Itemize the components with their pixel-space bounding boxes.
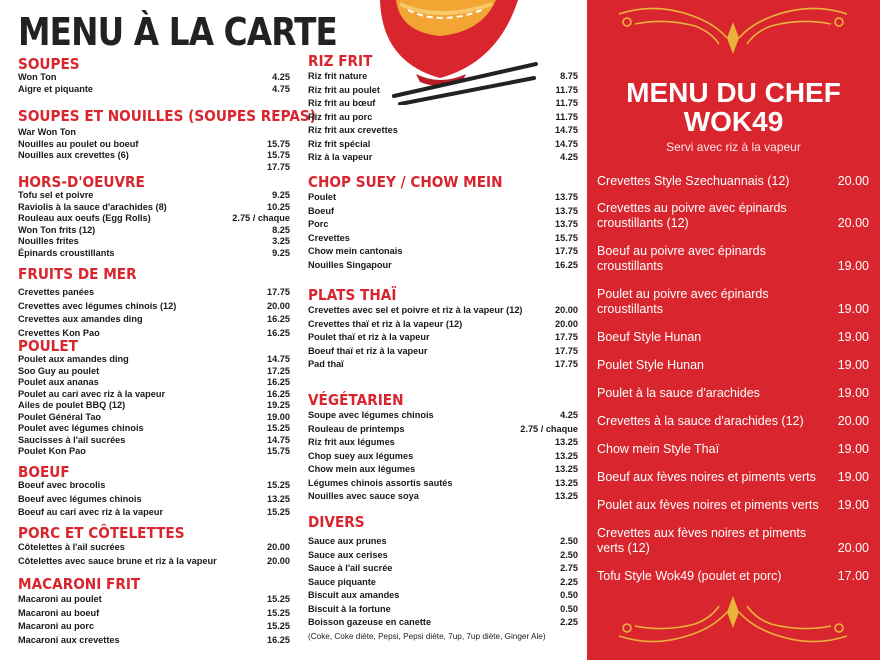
item-name: Riz frit aux crevettes [308, 125, 398, 135]
menu-item [308, 151, 578, 165]
item-price: 20.00 [267, 542, 290, 552]
item-price: 2.75 / chaque [232, 213, 290, 223]
menu-item [308, 218, 578, 232]
item-name: Poulet Général Tao [18, 411, 102, 422]
menu-item [18, 555, 290, 569]
item-price: 15.25 [267, 621, 290, 631]
chef-item-name: Chow mein Style Thaï [597, 442, 720, 456]
menu-item [308, 409, 578, 423]
item-name: Riz frit aux légumes [308, 437, 395, 447]
item-name: Tofu sel et poivre [18, 190, 94, 200]
item-name: Macaroni au porc [18, 621, 95, 631]
item-name: Macaroni au poulet [18, 594, 102, 604]
item-name: Riz frit nature [308, 71, 368, 81]
chef-menu-item [597, 470, 869, 485]
item-price: 9.25 [272, 247, 290, 258]
item-price: 17.75 [555, 345, 578, 356]
item-price: 4.25 [272, 72, 290, 82]
chef-items [597, 174, 869, 584]
item-name: Chow mein aux légumes [308, 464, 416, 474]
menu-item [308, 477, 578, 491]
item-name: Macaroni au boeuf [18, 607, 100, 618]
menu-item [308, 358, 578, 372]
chef-item-name: Crevettes Style Szechuannais (12) [597, 174, 790, 188]
menu-item [18, 493, 290, 507]
section-title-soupes: SOUPES [18, 55, 80, 73]
item-price: 13.75 [555, 205, 578, 216]
item-name: Épinards croustillants [18, 247, 115, 258]
item-price: 2.50 [560, 549, 578, 560]
menu-item [308, 304, 578, 318]
item-name: Poulet aux amandes ding [18, 354, 129, 364]
section-title-riz-frit: RIZ FRIT [308, 52, 373, 70]
section-title-chop-suey: CHOP SUEY / CHOW MEIN [308, 173, 503, 191]
item-name: Riz à la vapeur [308, 152, 373, 162]
item-price: 11.75 [555, 84, 578, 95]
item-name: Nouilles frites [18, 236, 79, 246]
item-name: Won Ton frits (12) [18, 224, 96, 235]
menu-item [308, 205, 578, 219]
section-title-soupes-nouilles: SOUPES ET NOUILLES (SOUPES REPAS) [18, 107, 316, 125]
item-price: 15.75 [267, 150, 290, 160]
menu-item [308, 70, 578, 84]
chef-title-line1: MENU DU CHEF [626, 77, 841, 108]
item-name: Crevettes avec légumes chinois (12) [18, 300, 177, 311]
menu-item [18, 541, 290, 555]
item-name: Crevettes avec sel et poivre et riz à la vapeur (12) [308, 305, 523, 315]
item-price: 16.25 [267, 377, 290, 387]
item-price: 20.00 [555, 318, 578, 329]
chef-menu-panel [587, 0, 880, 660]
item-price: 13.75 [555, 219, 578, 229]
section-items-macaroni [18, 593, 290, 647]
chef-item-name: Poulet à la sauce d'arachides [597, 386, 760, 400]
menu-item [18, 607, 290, 621]
item-price: 13.25 [267, 493, 290, 504]
menu-item [18, 506, 290, 520]
chef-item-name: Poulet Style Hunan [597, 358, 705, 372]
item-name: Sauce aux cerises [308, 549, 388, 560]
menu-item [18, 423, 290, 435]
chef-menu-item [597, 414, 869, 429]
menu-item [18, 313, 290, 327]
menu-item [308, 616, 578, 630]
menu-item [18, 127, 290, 139]
item-price: 17.25 [267, 365, 290, 376]
item-name: Macaroni aux crevettes [18, 634, 120, 645]
item-price: 13.25 [555, 477, 578, 488]
chef-menu-item [597, 569, 869, 584]
item-name: Riz frit au porc [308, 111, 373, 122]
section-items-chop-suey [308, 191, 578, 272]
item-price: 2.50 [560, 536, 578, 546]
item-name: Sauce aux prunes [308, 536, 387, 546]
item-name: Poulet [308, 192, 337, 202]
item-price: 13.25 [555, 464, 578, 474]
item-price: 15.25 [267, 607, 290, 618]
menu-item [18, 479, 290, 493]
menu-item [18, 412, 290, 424]
menu-item [308, 111, 578, 125]
item-price: 8.75 [560, 71, 578, 81]
menu-item [18, 634, 290, 648]
menu-item [308, 138, 578, 152]
item-price: 10.25 [267, 201, 290, 212]
item-price: 2.75 [560, 563, 578, 573]
item-name: Sauce piquante [308, 576, 376, 587]
section-items-soupes [18, 72, 290, 95]
chef-item-price: 19.00 [837, 386, 869, 400]
chef-item-price: 20.00 [837, 216, 869, 230]
menu-item [308, 436, 578, 450]
section-title-porc: PORC ET CÔTELETTES [18, 524, 185, 542]
item-name: Boeuf thaï et riz à la vapeur [308, 345, 428, 356]
item-price: 20.00 [267, 555, 290, 566]
section-items-soupes-nouilles [18, 127, 290, 173]
item-name: Soupe avec légumes chinois [308, 410, 434, 420]
item-name: Biscuit aux amandes [308, 590, 400, 600]
menu-item [18, 400, 290, 412]
menu-item [18, 162, 290, 174]
chef-item-price: 19.00 [837, 302, 869, 316]
menu-item [308, 562, 578, 576]
item-name: Nouilles aux crevettes (6) [18, 150, 129, 160]
item-name: Boeuf avec légumes chinois [18, 493, 142, 504]
item-price: 15.75 [555, 232, 578, 243]
section-items-porc [18, 541, 290, 568]
item-price: 9.25 [272, 190, 290, 200]
menu-item [18, 150, 290, 162]
item-name: Riz frit au bœuf [308, 98, 376, 108]
menu-item [308, 450, 578, 464]
top-ornament-icon [615, 4, 851, 54]
item-price: 0.50 [560, 603, 578, 614]
item-name: Riz frit spécial [308, 138, 371, 149]
item-price: 2.75 / chaque [520, 423, 578, 434]
item-name: Sauce à l'ail sucrée [308, 563, 393, 573]
chef-menu-item [597, 287, 869, 317]
item-name: Poulet avec légumes chinois [18, 423, 144, 433]
item-price: 13.75 [555, 192, 578, 202]
item-price: 14.75 [555, 138, 578, 149]
item-name: Côtelettes avec sauce brune et riz à la vapeur [18, 555, 217, 566]
item-name: Pad thaï [308, 359, 344, 369]
chef-item-name: Crevettes aux fèves noires et piments verts (12) [597, 526, 807, 555]
item-name: Boeuf [308, 205, 335, 216]
item-price: 13.25 [555, 450, 578, 461]
divers-drinks-note: (Coke, Coke diète, Pepsi, Pepsi diète, 7up, 7up diète, Ginger Ale) [308, 632, 546, 641]
item-price: 15.75 [267, 138, 290, 149]
item-name: Rouleau aux oeufs (Egg Rolls) [18, 213, 151, 223]
chef-menu-item [597, 386, 869, 401]
chef-item-price: 20.00 [837, 174, 869, 188]
item-name: Crevettes Kon Pao [18, 327, 100, 338]
page-title: MENU À LA CARTE [18, 10, 337, 54]
chef-item-price: 17.00 [837, 569, 869, 583]
section-items-fruits-de-mer [18, 286, 290, 340]
item-price: 16.25 [267, 327, 290, 338]
item-price: 14.75 [267, 434, 290, 445]
menu-item [308, 318, 578, 332]
item-name: Chow mein cantonais [308, 246, 403, 256]
chef-item-price: 19.00 [837, 330, 869, 344]
chef-item-price: 19.00 [837, 442, 869, 456]
section-title-divers: DIVERS [308, 513, 365, 531]
menu-item [18, 366, 290, 378]
chef-title-line2: WOK49 [683, 106, 784, 137]
item-name: Crevettes thaï et riz à la vapeur (12) [308, 318, 463, 329]
section-title-macaroni: MACARONI FRIT [18, 575, 141, 593]
menu-item [18, 435, 290, 447]
item-price: 15.25 [267, 423, 290, 433]
section-title-plats-thai: PLATS THAÏ [308, 286, 397, 304]
menu-item [308, 84, 578, 98]
item-price: 17.75 [267, 161, 290, 172]
chef-item-name: Tofu Style Wok49 (poulet et porc) [597, 569, 782, 583]
item-name: Côtelettes à l'ail sucrées [18, 542, 125, 552]
item-price: 16.25 [267, 388, 290, 399]
menu-item [308, 259, 578, 273]
menu-item [18, 225, 290, 237]
item-price: 15.25 [267, 507, 290, 517]
chef-menu-item [597, 174, 869, 189]
chef-menu-item [597, 244, 869, 274]
chef-item-price: 19.00 [837, 498, 869, 512]
menu-item [18, 286, 290, 300]
item-name: Poulet thaï et riz à la vapeur [308, 332, 430, 342]
chef-menu-item [597, 442, 869, 457]
item-name: Nouilles avec sauce soya [308, 491, 419, 501]
item-name: Saucisses à l'ail sucrées [18, 434, 126, 445]
menu-item [308, 463, 578, 477]
menu-item [18, 593, 290, 607]
chef-menu-item [597, 498, 869, 513]
menu-item [308, 423, 578, 437]
item-name: Poulet au cari avec riz à la vapeur [18, 388, 166, 399]
menu-item [18, 248, 290, 260]
item-name: Légumes chinois assortis sautés [308, 477, 453, 488]
chef-menu-item [597, 330, 869, 345]
item-name: Biscuit à la fortune [308, 603, 391, 614]
chef-item-price: 19.00 [837, 259, 869, 273]
item-name: Chop suey aux légumes [308, 450, 414, 461]
menu-item [18, 389, 290, 401]
item-price: 17.75 [555, 246, 578, 256]
item-price: 15.25 [267, 594, 290, 604]
menu-item [18, 190, 290, 202]
section-title-vegetarien: VÉGÉTARIEN [308, 391, 404, 409]
menu-item [18, 446, 290, 458]
menu-item [308, 232, 578, 246]
item-price: 15.25 [267, 480, 290, 490]
menu-item [18, 72, 290, 84]
item-price: 4.25 [560, 410, 578, 420]
menu-item [18, 354, 290, 366]
item-name: Raviolis à la sauce d'arachides (8) [18, 201, 167, 212]
item-price: 8.25 [272, 224, 290, 235]
chef-item-name: Crevettes à la sauce d'arachides (12) [597, 414, 804, 428]
chef-item-price: 20.00 [837, 414, 869, 428]
item-name: Ailes de poulet BBQ (12) [18, 400, 126, 410]
section-items-hors-doeuvre [18, 190, 290, 259]
chef-menu-item [597, 201, 869, 231]
item-price: 19.25 [267, 400, 290, 410]
menu-item [18, 139, 290, 151]
item-price: 13.25 [555, 491, 578, 501]
chef-item-name: Poulet au poivre avec épinards croustillants [597, 287, 769, 316]
section-title-poulet: POULET [18, 337, 78, 355]
item-price: 16.25 [555, 259, 578, 270]
menu-item [18, 377, 290, 389]
item-name: Crevettes panées [18, 287, 95, 297]
item-name: War Won Ton [18, 127, 77, 137]
item-price: 17.75 [555, 359, 578, 369]
item-price: 0.50 [560, 590, 578, 600]
item-name: Crevettes [308, 232, 350, 243]
item-price: 4.25 [560, 152, 578, 162]
menu-item [308, 124, 578, 138]
item-name: Riz frit au poulet [308, 84, 380, 95]
menu-item [18, 300, 290, 314]
item-price: 11.75 [555, 98, 578, 108]
item-name: Boeuf au cari avec riz à la vapeur [18, 507, 164, 517]
item-name: Nouilles au poulet ou boeuf [18, 138, 139, 149]
menu-item [308, 345, 578, 359]
item-price: 17.75 [555, 332, 578, 342]
item-name: Poulet Kon Pao [18, 446, 86, 456]
item-price: 11.75 [555, 111, 578, 122]
chef-subtitle: Servi avec riz à la vapeur [666, 140, 801, 154]
item-price: 4.75 [272, 83, 290, 94]
menu-item [308, 490, 578, 504]
menu-item [18, 84, 290, 96]
item-price: 14.75 [267, 354, 290, 364]
item-name: Crevettes aux amandes ding [18, 314, 143, 324]
section-items-poulet [18, 354, 290, 458]
section-title-fruits-de-mer: FRUITS DE MER [18, 265, 137, 283]
item-name: Boeuf avec brocolis [18, 480, 106, 490]
chef-menu-item [597, 358, 869, 373]
section-items-vegetarien [308, 409, 578, 504]
chef-item-name: Boeuf au poivre avec épinards croustillants [597, 244, 766, 273]
section-items-divers [308, 535, 578, 630]
menu-item [18, 620, 290, 634]
item-price: 15.75 [267, 446, 290, 456]
menu-item [308, 535, 578, 549]
item-name: Rouleau de printemps [308, 423, 405, 434]
item-name: Porc [308, 219, 329, 229]
item-price: 17.75 [267, 287, 290, 297]
menu-item [18, 202, 290, 214]
menu-item [308, 603, 578, 617]
bottom-ornament-icon [615, 596, 851, 646]
menu-item [308, 97, 578, 111]
item-name: Boisson gazeuse en canette [308, 617, 432, 627]
item-price: 20.00 [267, 300, 290, 311]
chef-item-name: Boeuf aux fèves noires et piments verts [597, 470, 816, 484]
item-price: 16.25 [267, 314, 290, 324]
item-name: Won Ton [18, 72, 57, 82]
section-items-riz-frit [308, 70, 578, 165]
item-price: 13.25 [555, 437, 578, 447]
item-name: Aigre et piquante [18, 83, 94, 94]
section-title-hors-doeuvre: HORS-D'OEUVRE [18, 173, 145, 191]
item-price: 2.25 [560, 617, 578, 627]
item-price: 2.25 [560, 576, 578, 587]
menu-item [308, 589, 578, 603]
menu-item [308, 245, 578, 259]
item-name: Nouilles Singapour [308, 259, 392, 270]
menu-item [308, 576, 578, 590]
item-name: Soo Guy au poulet [18, 365, 100, 376]
section-title-boeuf: BOEUF [18, 463, 70, 481]
chef-item-price: 20.00 [837, 541, 869, 555]
chef-item-name: Crevettes au poivre avec épinards croustillants (12) [597, 201, 787, 230]
item-price: 20.00 [555, 305, 578, 315]
menu-item [308, 191, 578, 205]
chef-menu-item [597, 526, 869, 556]
menu-item [18, 236, 290, 248]
chef-item-name: Boeuf Style Hunan [597, 330, 702, 344]
chef-item-name: Poulet aux fèves noires et piments verts [597, 498, 819, 512]
menu-item [18, 213, 290, 225]
chef-item-price: 19.00 [837, 470, 869, 484]
item-name: Poulet aux ananas [18, 377, 99, 387]
section-items-boeuf [18, 479, 290, 520]
menu-item [308, 331, 578, 345]
menu-item [308, 549, 578, 563]
section-items-plats-thai [308, 304, 578, 372]
item-price: 3.25 [272, 236, 290, 246]
item-price: 16.25 [267, 634, 290, 645]
item-price: 19.00 [267, 411, 290, 422]
item-price: 14.75 [555, 125, 578, 135]
chef-item-price: 19.00 [837, 358, 869, 372]
